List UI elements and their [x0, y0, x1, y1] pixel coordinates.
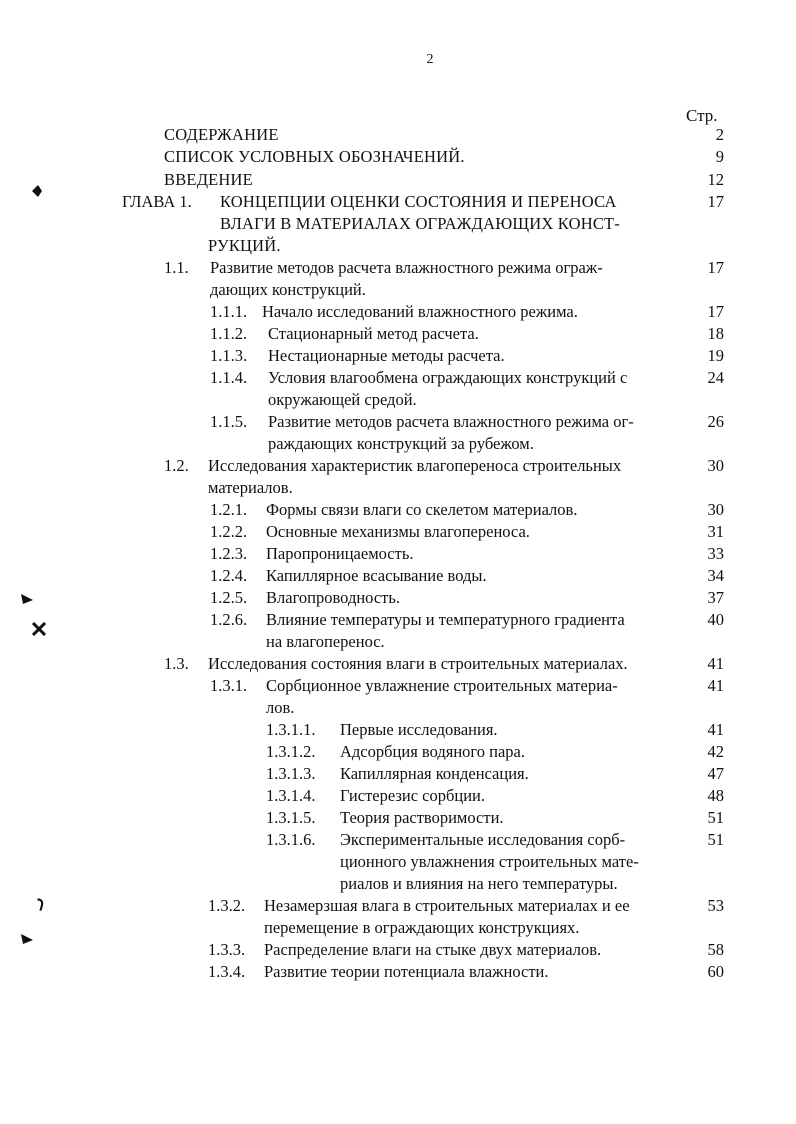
toc-title: Развитие теории потенциала влажности. [264, 962, 549, 981]
toc-title: Исследования характеристик влагопереноса строительных [208, 456, 622, 475]
toc-title: СОДЕРЖАНИЕ [164, 125, 279, 144]
toc-entry [0, 411, 796, 433]
toc-entry-continuation [0, 389, 796, 411]
toc-entry [0, 741, 796, 763]
toc-entry [0, 719, 796, 741]
toc-number: 1.1.2. [210, 324, 248, 343]
toc-entry [0, 675, 796, 697]
toc-title: Распределение влаги на стыке двух материалов. [264, 940, 602, 959]
toc-title: Незамерзшая влага в строительных материалах и ее [264, 896, 630, 915]
toc-page: 48 [707, 786, 724, 805]
toc-title: РУКЦИЙ. [208, 236, 281, 255]
toc-entry [0, 146, 796, 168]
toc-title: раждающих конструкций за рубежом. [268, 434, 534, 453]
toc-entry [0, 345, 796, 367]
toc-page: 34 [707, 566, 724, 585]
toc-page: 2 [715, 125, 724, 144]
toc-title: лов. [266, 698, 295, 717]
toc-entry [0, 323, 796, 345]
toc-entry [0, 763, 796, 785]
toc-page: 30 [707, 500, 724, 519]
toc-entry-continuation [0, 917, 796, 939]
toc-title: Стационарный метод расчета. [268, 324, 479, 343]
toc-page: 9 [715, 147, 724, 166]
toc-page: 41 [707, 720, 724, 739]
toc-entry [0, 257, 796, 279]
toc-entry-continuation [0, 477, 796, 499]
toc-number: 1.2.4. [210, 566, 248, 585]
toc-title: Капиллярная конденсация. [340, 764, 529, 783]
toc-number: 1.1.5. [210, 412, 248, 431]
toc-number: 1.1.4. [210, 368, 248, 387]
toc-page: 12 [707, 170, 724, 189]
toc-title: Развитие методов расчета влажностного режима ог- [268, 412, 634, 431]
toc-entry [0, 939, 796, 961]
toc-page: 26 [707, 412, 724, 431]
toc-title: Формы связи влаги со скелетом материалов. [266, 500, 578, 519]
toc-entry-continuation [0, 213, 796, 235]
toc-title: риалов и влияния на него температуры. [340, 874, 618, 893]
toc-number: 1.3.4. [208, 962, 246, 981]
toc-entry [0, 499, 796, 521]
toc-entry [0, 565, 796, 587]
toc-entry [0, 807, 796, 829]
toc-title: КОНЦЕПЦИИ ОЦЕНКИ СОСТОЯНИЯ И ПЕРЕНОСА [220, 192, 617, 211]
toc-page: 33 [707, 544, 724, 563]
page-column-label: Стр. [686, 106, 718, 125]
toc-page: 51 [707, 808, 724, 827]
toc-entry [0, 124, 796, 146]
toc-title: Первые исследования. [340, 720, 498, 739]
toc-page: 30 [707, 456, 724, 475]
toc-entry [0, 169, 796, 191]
toc-entry [0, 653, 796, 675]
toc-entry-continuation [0, 279, 796, 301]
toc-number: 1.1.3. [210, 346, 248, 365]
toc-entry [0, 301, 796, 323]
toc-title: Экспериментальные исследования сорб- [340, 830, 626, 849]
toc-entry [0, 895, 796, 917]
toc-title: Адсорбция водяного пара. [340, 742, 526, 761]
toc-entry-continuation [0, 851, 796, 873]
toc-title: дающих конструкций. [210, 280, 366, 299]
toc-page: 31 [707, 522, 724, 541]
toc-entry [0, 543, 796, 565]
toc-number: 1.2.5. [210, 588, 248, 607]
toc-title: СПИСОК УСЛОВНЫХ ОБОЗНАЧЕНИЙ. [164, 147, 465, 166]
toc-number: 1.2.1. [210, 500, 248, 519]
toc-title: Основные механизмы влагопереноса. [266, 522, 530, 541]
toc-entry [0, 785, 796, 807]
toc-page: 37 [707, 588, 724, 607]
toc-page: 24 [707, 368, 724, 387]
toc-title: Исследования состояния влаги в строительных материалах. [208, 654, 628, 673]
toc-page: 17 [707, 192, 724, 211]
toc-title: Гистерезис сорбции. [340, 786, 486, 805]
toc-number: 1.2.6. [210, 610, 248, 629]
toc-title: на влагоперенос. [266, 632, 385, 651]
toc-title: Влагопроводность. [266, 588, 401, 607]
toc-page: 41 [707, 676, 724, 695]
toc-page: 40 [707, 610, 724, 629]
toc-number: 1.3.3. [208, 940, 246, 959]
toc-page: 42 [707, 742, 724, 761]
toc-page: 19 [707, 346, 724, 365]
toc-title: Начало исследований влажностного режима. [262, 302, 578, 321]
toc-number: 1.3.1.3. [266, 764, 316, 783]
toc-number: 1.1. [164, 258, 189, 277]
toc-title: Условия влагообмена ограждающих конструкций с [268, 368, 628, 387]
toc-number: 1.3.1.4. [266, 786, 316, 805]
toc-page: 51 [707, 830, 724, 849]
toc-number: ГЛАВА 1. [122, 192, 192, 211]
toc-entry [0, 961, 796, 983]
toc-title: Теория растворимости. [340, 808, 504, 827]
toc-number: 1.3.1.6. [266, 830, 316, 849]
toc-number: 1.2.3. [210, 544, 248, 563]
toc-number: 1.3.1. [210, 676, 248, 695]
toc-title: Развитие методов расчета влажностного режима ограж- [210, 258, 603, 277]
toc-page: 53 [707, 896, 724, 915]
toc-page: 41 [707, 654, 724, 673]
toc-number: 1.3. [164, 654, 189, 673]
toc-number: 1.3.1.2. [266, 742, 316, 761]
toc-page: 18 [707, 324, 724, 343]
toc-entry [0, 829, 796, 851]
toc-entry [0, 587, 796, 609]
toc-number: 1.1.1. [210, 302, 248, 321]
toc-entry [0, 609, 796, 631]
toc-entry-continuation [0, 697, 796, 719]
toc-number: 1.2. [164, 456, 189, 475]
toc-entry-continuation [0, 235, 796, 257]
page-number: 2 [426, 52, 434, 67]
toc-title: Влияние температуры и температурного градиента [266, 610, 625, 629]
toc-number: 1.2.2. [210, 522, 248, 541]
toc-title: Сорбционное увлажнение строительных материа- [266, 676, 618, 695]
toc-page: 47 [707, 764, 724, 783]
toc-title: материалов. [208, 478, 293, 497]
toc-title: окружающей средой. [268, 390, 417, 409]
toc-title: ВЛАГИ В МАТЕРИАЛАХ ОГРАЖДАЮЩИХ КОНСТ- [220, 214, 620, 233]
toc-number: 1.3.1.5. [266, 808, 316, 827]
toc-entry [0, 521, 796, 543]
toc-title: Капиллярное всасывание воды. [266, 566, 487, 585]
toc-page: 17 [707, 302, 724, 321]
toc-title: ВВЕДЕНИЕ [164, 170, 253, 189]
toc-entry [0, 455, 796, 477]
toc-entry-continuation [0, 631, 796, 653]
toc-title: ционного увлажнения строительных мате- [340, 852, 639, 871]
toc-page: 58 [707, 940, 724, 959]
toc-entry-continuation [0, 873, 796, 895]
toc-number: 1.3.1.1. [266, 720, 316, 739]
toc-page: 60 [707, 962, 724, 981]
toc-title: перемещение в ограждающих конструкциях. [264, 918, 580, 937]
toc-title: Нестационарные методы расчета. [268, 346, 505, 365]
toc-title: Паропроницаемость. [266, 544, 414, 563]
toc-number: 1.3.2. [208, 896, 246, 915]
toc-entry-continuation [0, 433, 796, 455]
toc-entry [0, 191, 796, 213]
toc-entry [0, 367, 796, 389]
toc-page: 17 [707, 258, 724, 277]
